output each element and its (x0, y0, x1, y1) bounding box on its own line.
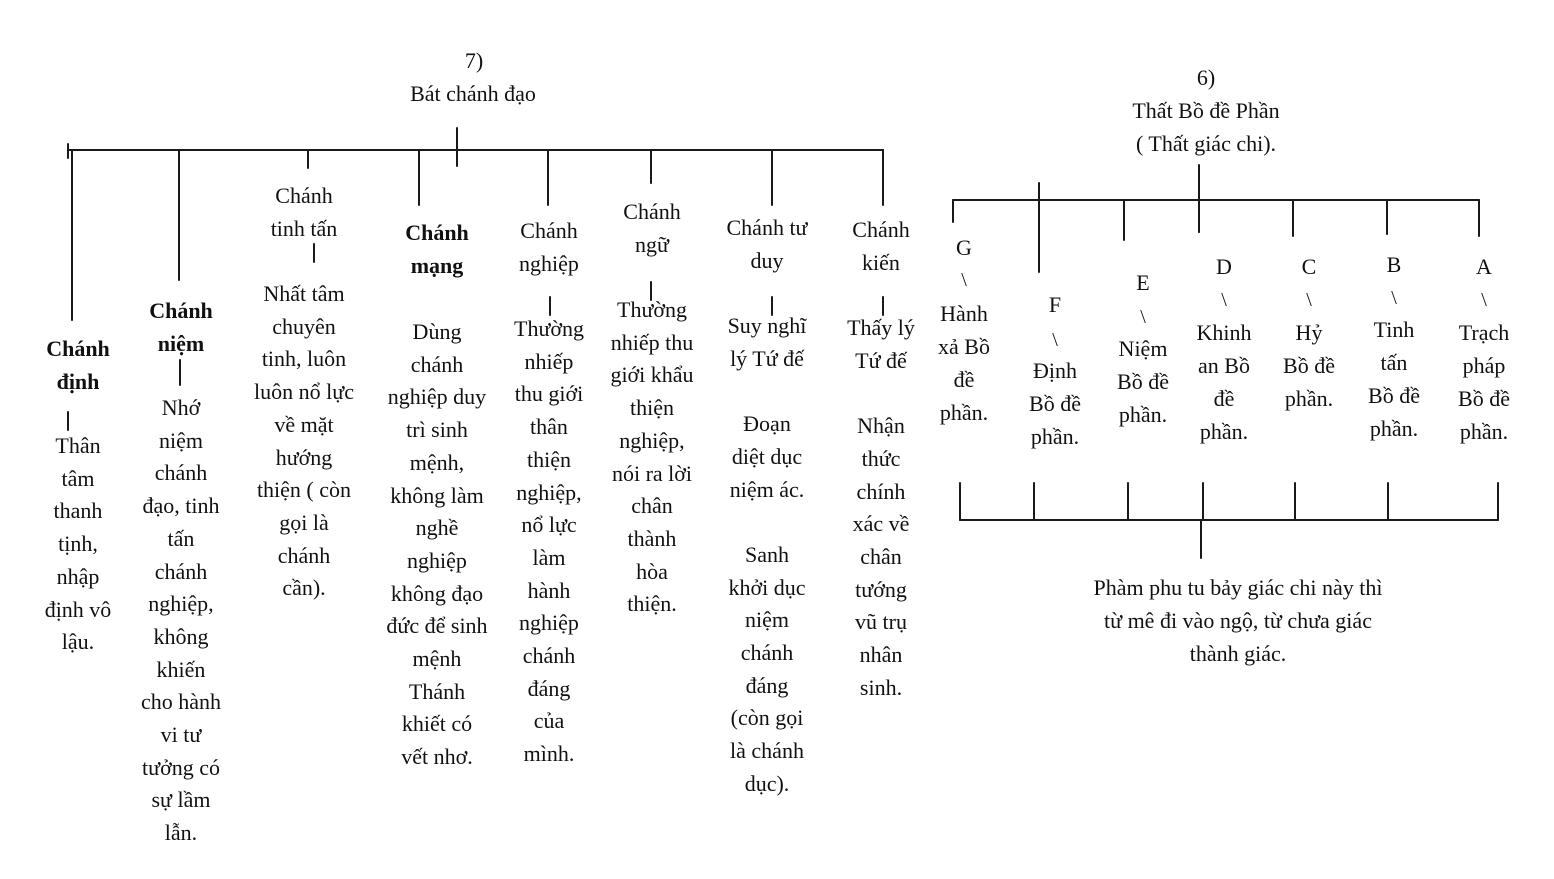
branch-name-chanh-tinh-tan: Chánh tinh tấn (270, 183, 338, 241)
branch-name-chanh-kien: Chánh kiến (852, 217, 910, 275)
factor-slash-e: \ (1140, 306, 1146, 328)
factor-name-b: Tinh tấn Bồ đề phần. (1368, 317, 1420, 441)
right-tree-title: Thất Bồ đề Phần (1132, 98, 1280, 123)
factor-name-c: Hỷ Bồ đề phần. (1283, 320, 1335, 411)
factor-slash-g: \ (961, 269, 967, 291)
factor-name-a: Trạch pháp Bồ đề phần. (1458, 320, 1510, 444)
branch-name-chanh-dinh: Chánh định (46, 336, 110, 394)
branch-name-chanh-nghiep: Chánh nghiệp (519, 218, 579, 276)
factor-name-e: Niệm Bồ đề phần. (1117, 336, 1169, 427)
branch-desc-chanh-nghiep: Thường nhiếp thu giới thân thiện nghiệp, nổ lực làm hành nghiệp chánh đáng của mình. (514, 316, 584, 767)
factor-slash-d: \ (1221, 289, 1227, 311)
factor-letter-g: G (956, 235, 972, 260)
factor-letter-a: A (1476, 254, 1492, 279)
factor-name-d: Khinh an Bồ đề phần. (1196, 320, 1252, 444)
left-tree-number: 7) (464, 48, 484, 73)
factor-slash-f: \ (1052, 329, 1058, 351)
branch-name-chanh-niem: Chánh niệm (149, 298, 213, 356)
factor-letter-f: F (1048, 292, 1062, 317)
right-tree-conclusion: Phàm phu tu bảy giác chi này thì từ mê đi vào ngộ, từ chưa giác thành giác. (1093, 575, 1383, 666)
branch-desc-chanh-tinh-tan: Nhất tâm chuyên tinh, luôn luôn nổ lực về mặt hướng thiện ( còn gọi là chánh cần). (254, 281, 354, 601)
factor-letter-e: E (1136, 270, 1150, 295)
right-tree-subtitle: ( Thất giác chi). (1135, 131, 1277, 156)
factor-name-f: Định Bồ đề phần. (1029, 358, 1081, 449)
factor-slash-a: \ (1481, 289, 1487, 311)
factor-slash-c: \ (1306, 289, 1312, 311)
right-tree-number: 6) (1196, 65, 1216, 90)
branch-name-chanh-mang: Chánh mạng (405, 220, 469, 278)
branch-name-chanh-tu-duy: Chánh tư duy (726, 215, 808, 273)
factor-letter-c: C (1301, 254, 1317, 279)
factor-name-g: Hành xả Bồ đề phần. (938, 301, 990, 425)
left-tree-title: Bát chánh đạo (410, 81, 536, 106)
factor-slash-b: \ (1391, 287, 1397, 309)
branch-desc-chanh-niem: Nhớ niệm chánh đạo, tinh tấn chánh nghiệp, không khiến cho hành vi tư tưởng có sự lầm lẫn. (140, 395, 222, 846)
branch-name-chanh-ngu: Chánh ngữ (623, 199, 681, 257)
factor-letter-d: D (1216, 254, 1232, 279)
branch-desc-chanh-ngu: Thường nhiếp thu giới khẩu thiện nghiệp, nói ra lời chân thành hòa thiện. (610, 297, 694, 617)
factor-letter-b: B (1386, 252, 1402, 277)
branch-desc-chanh-tu-duy: Suy nghĩ lý Tứ đế Đoạn diệt dục niệm ác. Sanh khởi dục niệm chánh đáng (còn gọi là chánh dục). (727, 313, 807, 796)
branch-desc-chanh-kien: Thấy lý Tứ đế Nhận thức chính xác về chân tướng vũ trụ nhân sinh. (847, 315, 915, 700)
branch-desc-chanh-mang: Dùng chánh nghiệp duy trì sinh mệnh, không làm nghề nghiệp không đạo đức để sinh mệnh Thánh khiết có vết nhơ. (386, 319, 488, 770)
branch-desc-chanh-dinh: Thân tâm thanh tịnh, nhập định vô lậu. (44, 433, 112, 655)
